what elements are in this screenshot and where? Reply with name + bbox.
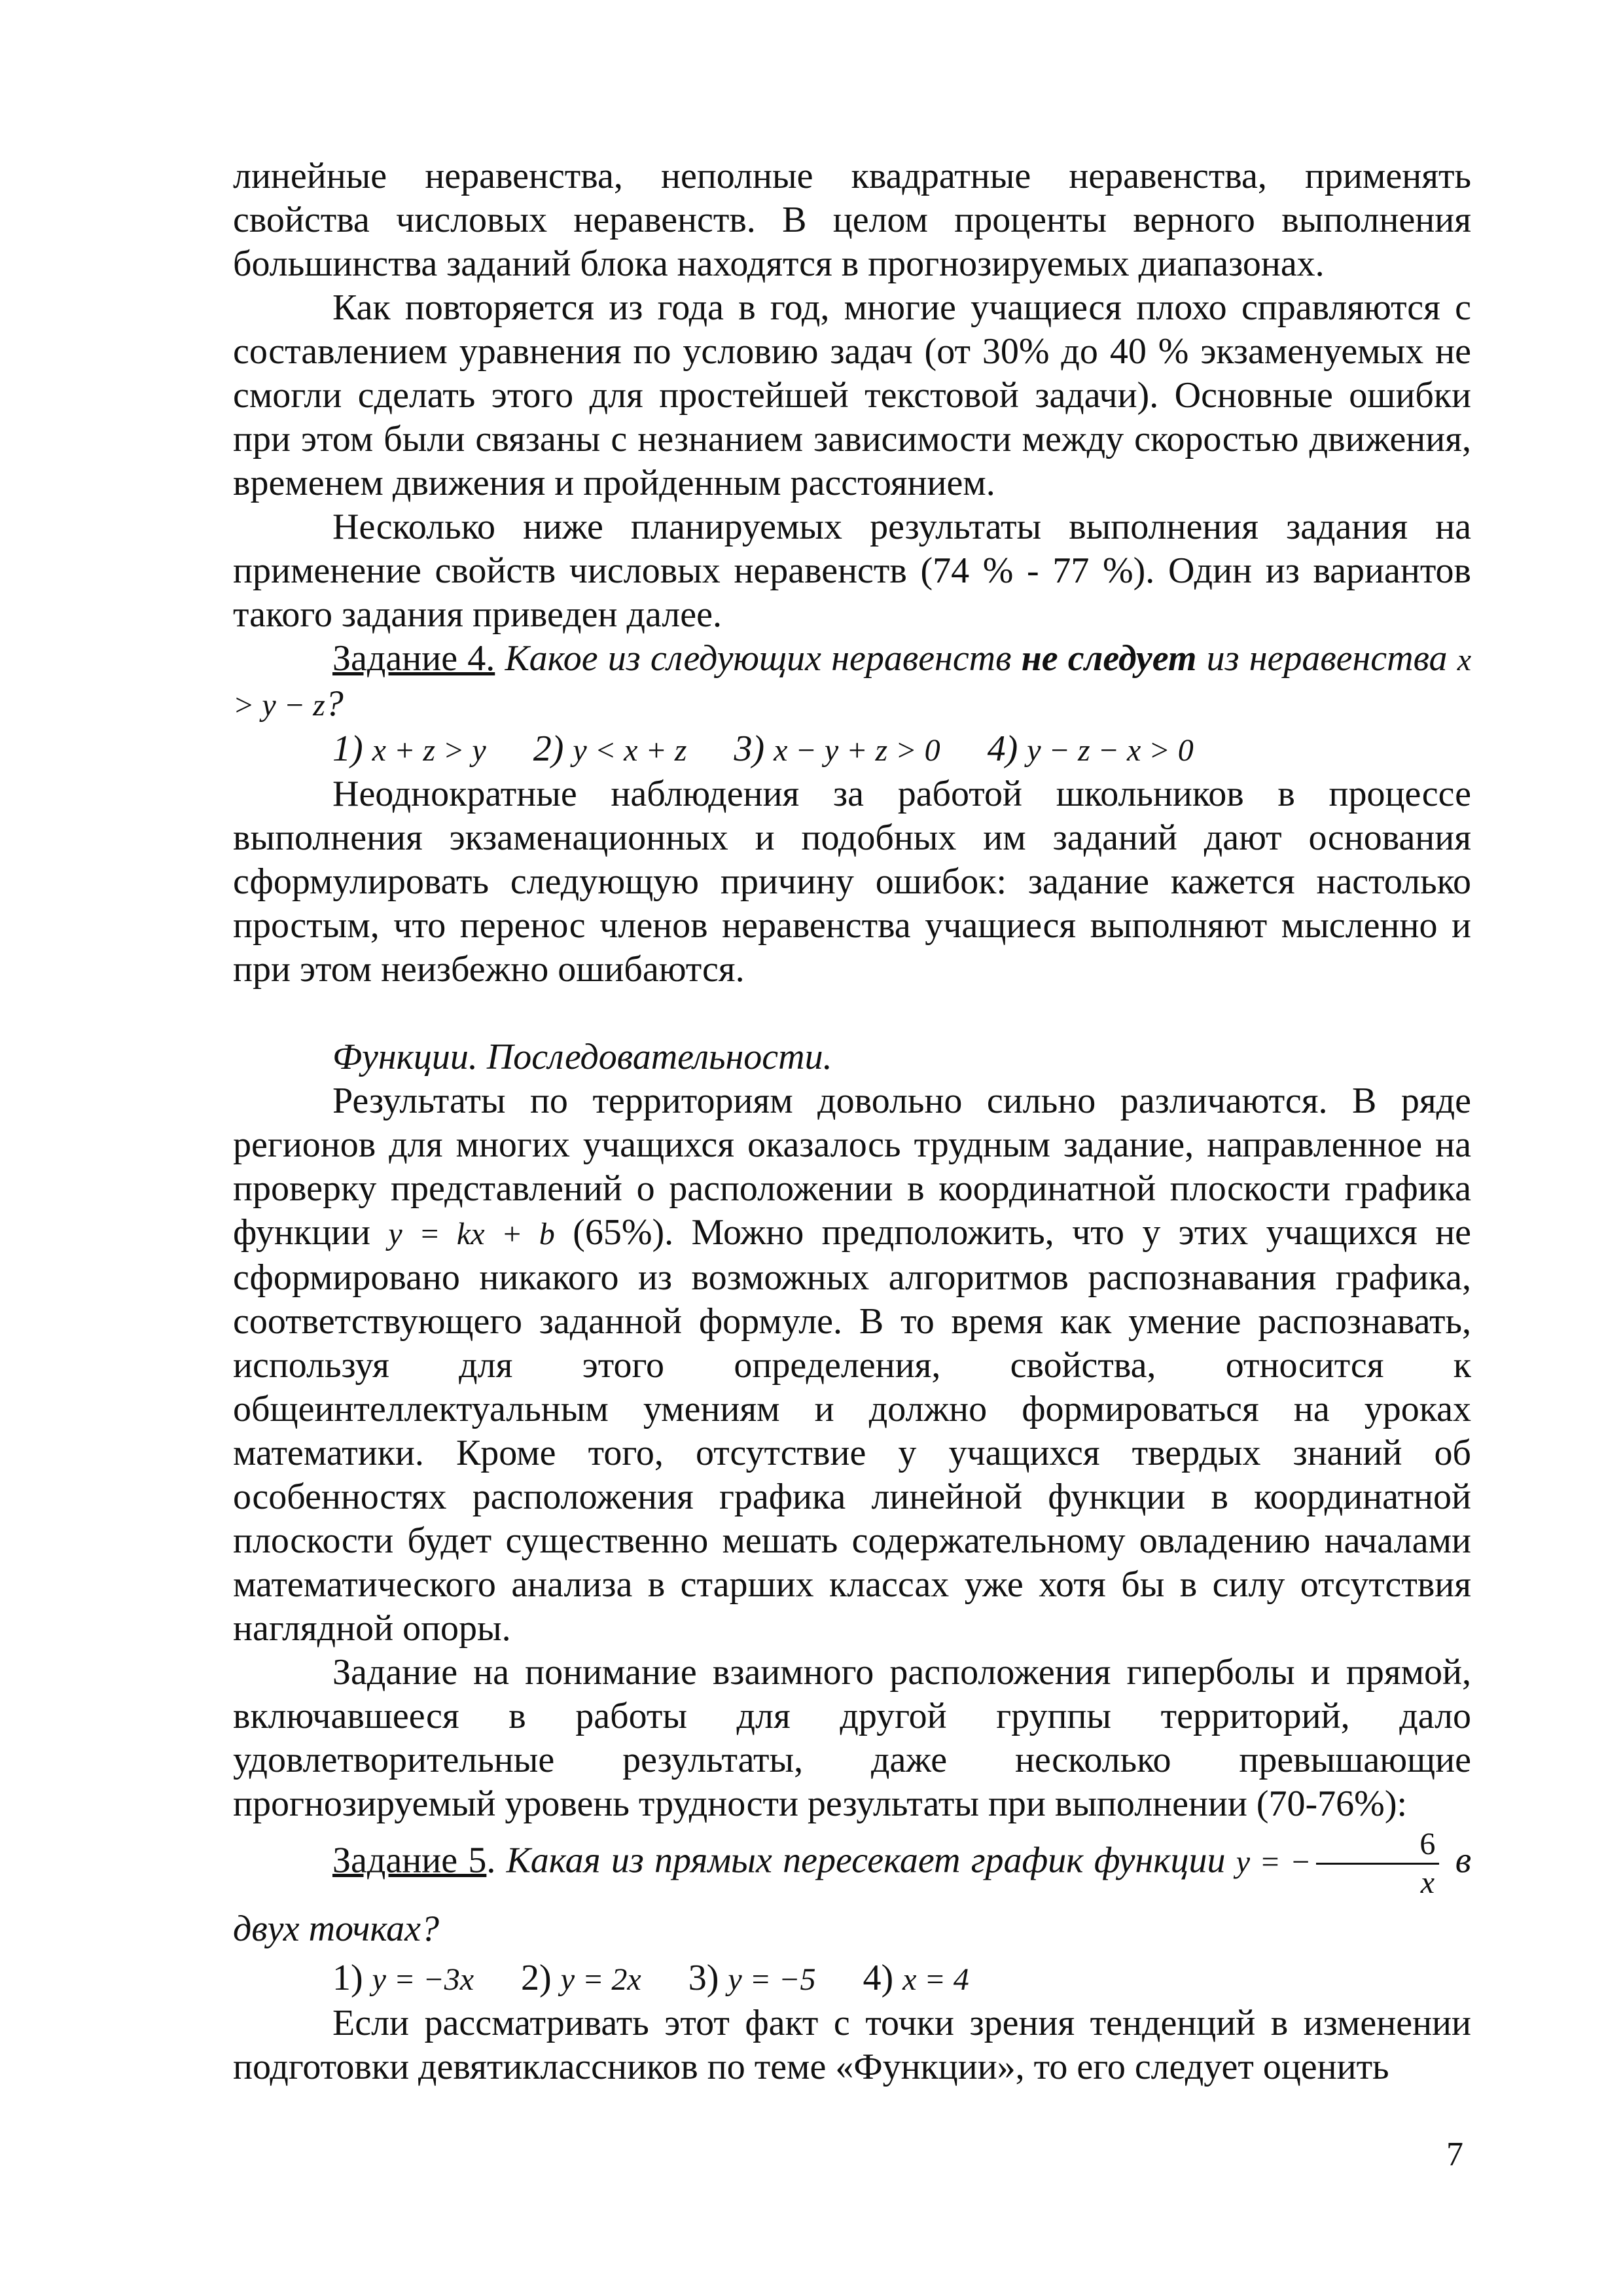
task-5-dot: . (486, 1840, 496, 1881)
task-4-option: 2) y < x + z (533, 728, 687, 769)
paragraph-5-part-b: (65%). Можно предположить, что у этих учащихся не сформировано никакого из возможных алгоритмов распознавания графика, соответствующего заданной формуле. В то время как умение распознавать, используя для этого определения, свойства, относится к общеинтеллектуальным умениям и должно формироваться на уроках математики. Кроме того, отсутствие у учащихся твердых знаний об особенностях расположения графика линейной функции в координатной плоскости будет существенно мешать содержательному овладению началами математического анализа в старших классах уже хотя бы в силу отсутствия наглядной опоры. (233, 1212, 1472, 1649)
task-5-option: 3) y = −5 (688, 1958, 816, 1998)
spacer (233, 992, 1471, 1035)
task-4-question-a: Какое из следующих неравенств (505, 638, 1012, 679)
paragraph-4: Неоднократные наблюдения за работой школьников в процессе выполнения экзаменационных и подобных им заданий дают основания сформулировать следующую причину ошибок: задание кажется настолько простым, что перенос членов неравенства учащиеся выполняют мысленно и при этом неизбежно ошибаются. (233, 774, 1471, 990)
paragraph-1: линейные неравенства, неполные квадратные неравенства, применять свойства числовых неравенств. В целом проценты верного выполнения большинства заданий блока находятся в прогнозируемых диапазонах. (233, 156, 1471, 284)
paragraph-3: Несколько ниже планируемых результаты выполнения задания на применение свойств числовых неравенств (74 % - 77 %). Один из вариантов такого задания приведен далее. (233, 507, 1471, 635)
paragraph-5-part-a: Результаты по территориям довольно сильно различаются. В ряде регионов для многих учащихся оказалось трудным задание, направленное на проверку представлений о расположении в координатной плоскости графика функции (233, 1081, 1471, 1253)
fraction-denominator: x (1420, 1865, 1435, 1900)
hyperbola-formula-lhs: y = − (1236, 1844, 1311, 1880)
task-4-options (233, 727, 1471, 772)
task-4-qmark: ? (325, 683, 344, 724)
task-4-label: Задание 4. (332, 638, 495, 679)
task-4-condition: x > y − z (233, 643, 1472, 723)
task-5-option: 2) y = 2x (521, 1958, 641, 1998)
document-page (233, 154, 1471, 2089)
task-4-statement (233, 637, 1471, 727)
paragraph-2: Как повторяется из года в год, многие учащиеся плохо справляются с составлением уравнения по условию задач (от 30% до 40 % экзаменуемых не смогли сделать этого для простейшей текстовой задачи). Основные ошибки при этом были связаны с незнанием зависимости между скоростью движения, временем движения и пройденным расстоянием. (233, 287, 1471, 503)
task-5-question-a: Какая из прямых пересекает график функции (506, 1840, 1226, 1881)
task-5-option: 1) y = −3x (332, 1958, 474, 1998)
section-heading: Функции. Последовательности. (332, 1037, 832, 1077)
task-4-option: 1) x + z > y (332, 728, 486, 769)
linear-function-formula: y = kx + b (388, 1217, 555, 1251)
task-4-option: 3) x − y + z > 0 (734, 728, 940, 769)
task-5-question-b: в двух точках? (233, 1840, 1472, 1949)
task-5-label: Задание 5 (332, 1840, 487, 1881)
paragraph-5 (233, 1079, 1471, 1651)
hyperbola-fraction (1316, 1826, 1439, 1901)
page-number: 7 (1446, 2136, 1463, 2173)
task-4-option: 4) y − z − x > 0 (987, 728, 1194, 769)
paragraph-6: Задание на понимание взаимного расположения гиперболы и прямой, включавшееся в работы для другой группы территорий, дало удовлетворительные результаты, даже несколько превышающие прогнозируемый уровень трудности результаты при выполнении (70-76%): (233, 1652, 1471, 1824)
task-4-question-bold: не следует (1021, 638, 1197, 679)
task-5-options (233, 1956, 1471, 2001)
fraction-numerator: 6 (1316, 1826, 1439, 1865)
task-5-statement (233, 1826, 1471, 1956)
paragraph-7: Если рассматривать этот факт с точки зрения тенденций в изменении подготовки девятиклассников по теме «Функции», то его следует оценить (233, 2003, 1471, 2087)
task-5-option: 4) x = 4 (863, 1958, 969, 1998)
task-4-question-b: из неравенства (1206, 638, 1448, 679)
